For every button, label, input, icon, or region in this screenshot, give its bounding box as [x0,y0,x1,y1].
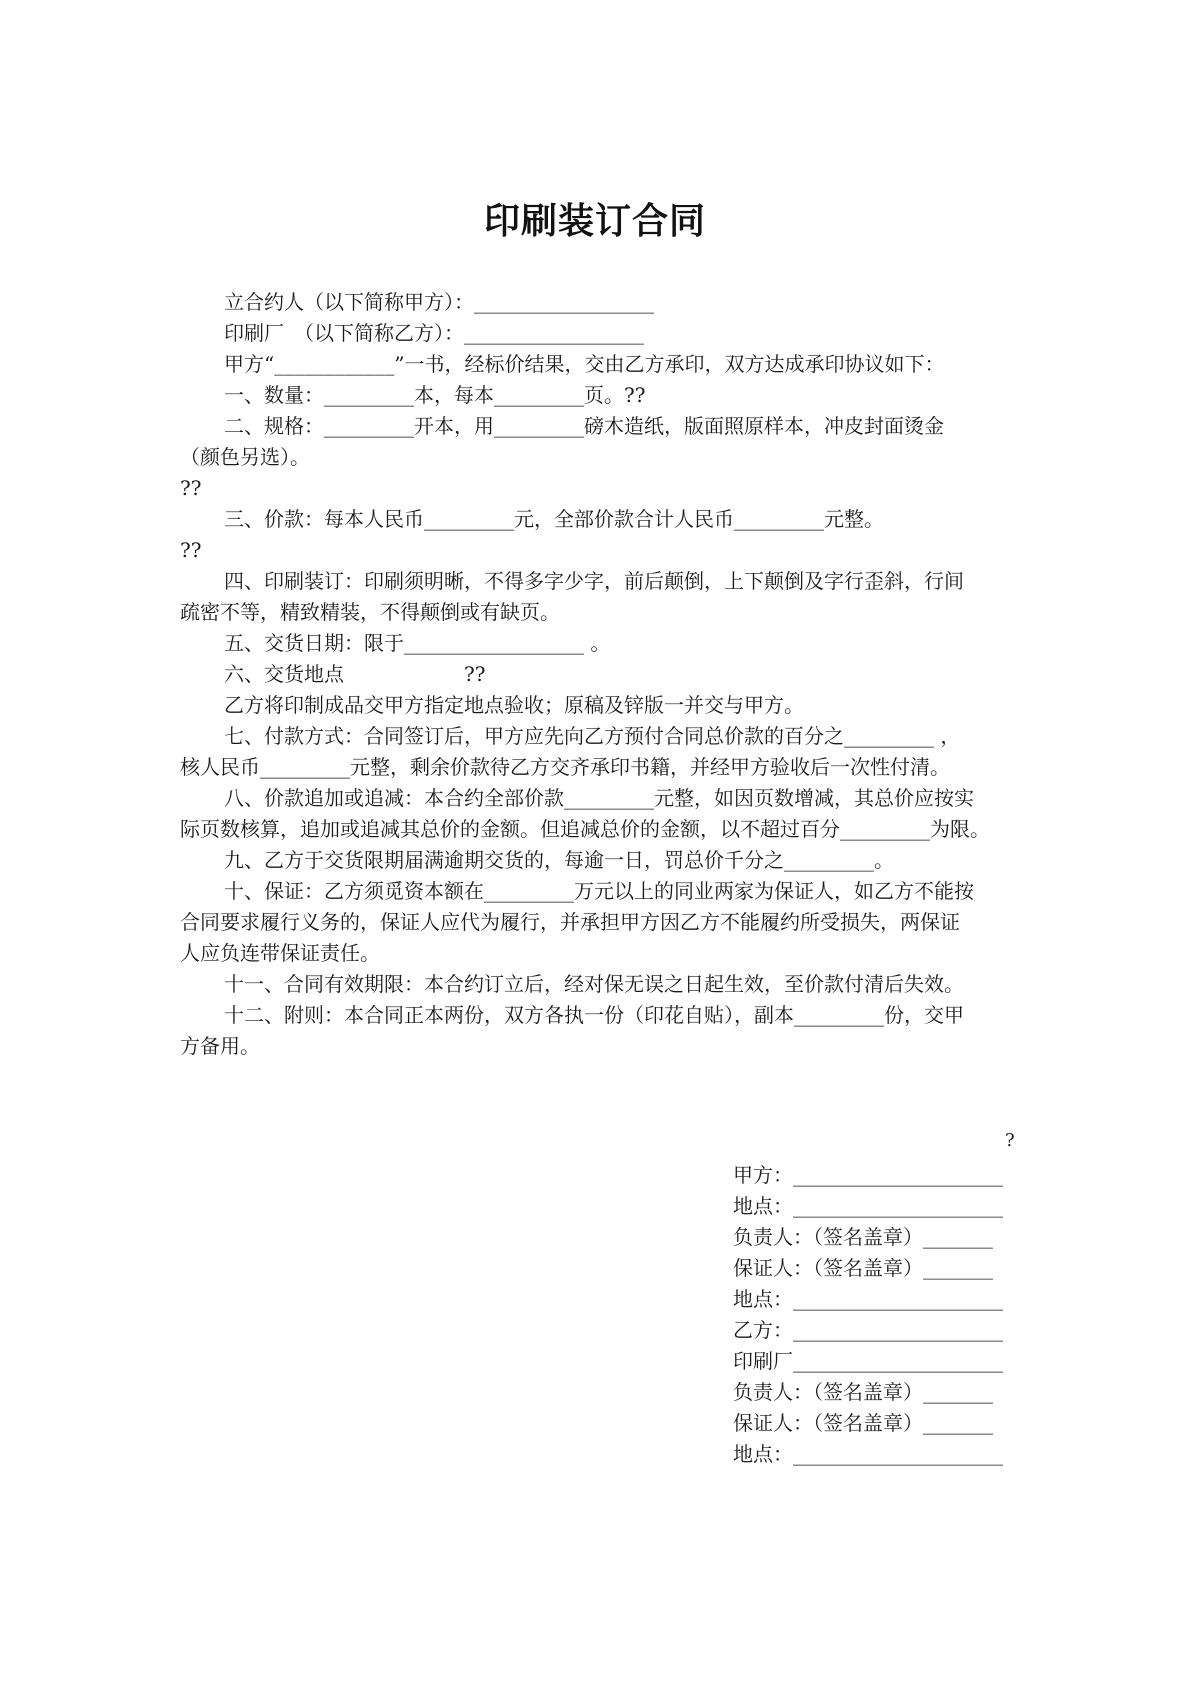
placeholder-marks: ?? [180,538,202,562]
clause-7-payment-cont: 核人民币_________元整，剩余价款待乙方交齐承印书籍，并经甲方验收后一次性付清。 [180,755,950,779]
document-title: 印刷装订合同 [483,201,706,242]
clause-5-delivery-date: 五、交货日期：限于__________________ 。 [224,631,611,655]
signature-guarantor-address-a: 地点：_____________________ [733,1287,1003,1311]
clause-8-adjustment: 八、价款追加或追减：本合约全部价款_________元整，如因页数增减，其总价应按实 [224,786,974,810]
clause-12-supplementary-cont: 方备用。 [180,1034,260,1058]
party-b-line: 印刷厂 （以下简称乙方）：__________________ [224,321,644,345]
clause-12-supplementary: 十二、附则：本合同正本两份，双方各执一份（印花自贴），副本_________份，交甲 [224,1003,964,1027]
question-mark: ? [1005,1130,1015,1151]
signature-guarantor-address-b: 地点：_____________________ [733,1442,1003,1466]
party-a-line: 立合约人（以下简称甲方）：__________________ [224,290,654,314]
clause-4-printing-cont: 疏密不等，精致精装，不得颠倒或有缺页。 [180,600,560,624]
signature-responsible-a: 负责人：（签名盖章）_______ [733,1225,993,1249]
intro-line: 甲方“____________”一书，经标价结果，交由乙方承印，双方达成承印协议如下： [224,352,945,376]
clause-10-guarantee-cont: 合同要求履行义务的，保证人应代为履行，并承担甲方因乙方不能履约所受损失，两保证 [180,910,960,934]
clause-7-payment: 七、付款方式：合同签订后，甲方应先向乙方预付合同总价款的百分之_________ ， [224,724,961,748]
clause-2-spec-cont: （颜色另选）。 [180,445,310,469]
signature-responsible-b: 负责人：（签名盖章）_______ [733,1380,993,1404]
signature-party-b: 乙方：_____________________ [733,1318,1003,1342]
placeholder-marks: ?? [180,476,202,500]
clause-11-validity: 十一、合同有效期限：本合约订立后，经对保无误之日起生效，至价款付清后失效。 [224,972,964,996]
clause-3-price: 三、价款：每本人民币_________元，全部价款合计人民币_________元整。 [224,507,884,531]
clause-2-spec: 二、规格：_________开本，用_________磅木造纸，版面照原样本，冲皮封面烫金 [224,414,944,438]
clause-1-quantity: 一、数量：_________本，每本_________页。?? [224,383,646,407]
signature-party-a: 甲方：_____________________ [733,1163,1003,1187]
clause-6-delivery-place-cont: 乙方将印制成品交甲方指定地点验收；原稿及锌版一并交与甲方。 [224,693,804,717]
clause-6-delivery-place: 六、交货地点 ?? [224,662,486,686]
signature-guarantor-a: 保证人：（签名盖章）_______ [733,1256,993,1280]
clause-10-guarantee-cont: 人应负连带保证责任。 [180,941,380,965]
clause-8-adjustment-cont: 际页数核算，追加或追减其总价的金额。但追减总价的金额，以不超过百分_________为限。 [180,817,990,841]
clause-9-penalty: 九、乙方于交货限期届满逾期交货的，每逾一日，罚总价千分之_________。 [224,848,894,872]
signature-guarantor-b: 保证人：（签名盖章）_______ [733,1411,993,1435]
signature-address-a: 地点：_____________________ [733,1194,1003,1218]
clause-10-guarantee: 十、保证：乙方须觅资本额在_________万元以上的同业两家为保证人，如乙方不能按 [224,879,974,903]
clause-4-printing: 四、印刷装订：印刷须明晰，不得多字少字，前后颠倒，上下颠倒及字行歪斜，行间 [224,569,964,593]
signature-printing-factory: 印刷厂_____________________ [733,1349,1003,1373]
